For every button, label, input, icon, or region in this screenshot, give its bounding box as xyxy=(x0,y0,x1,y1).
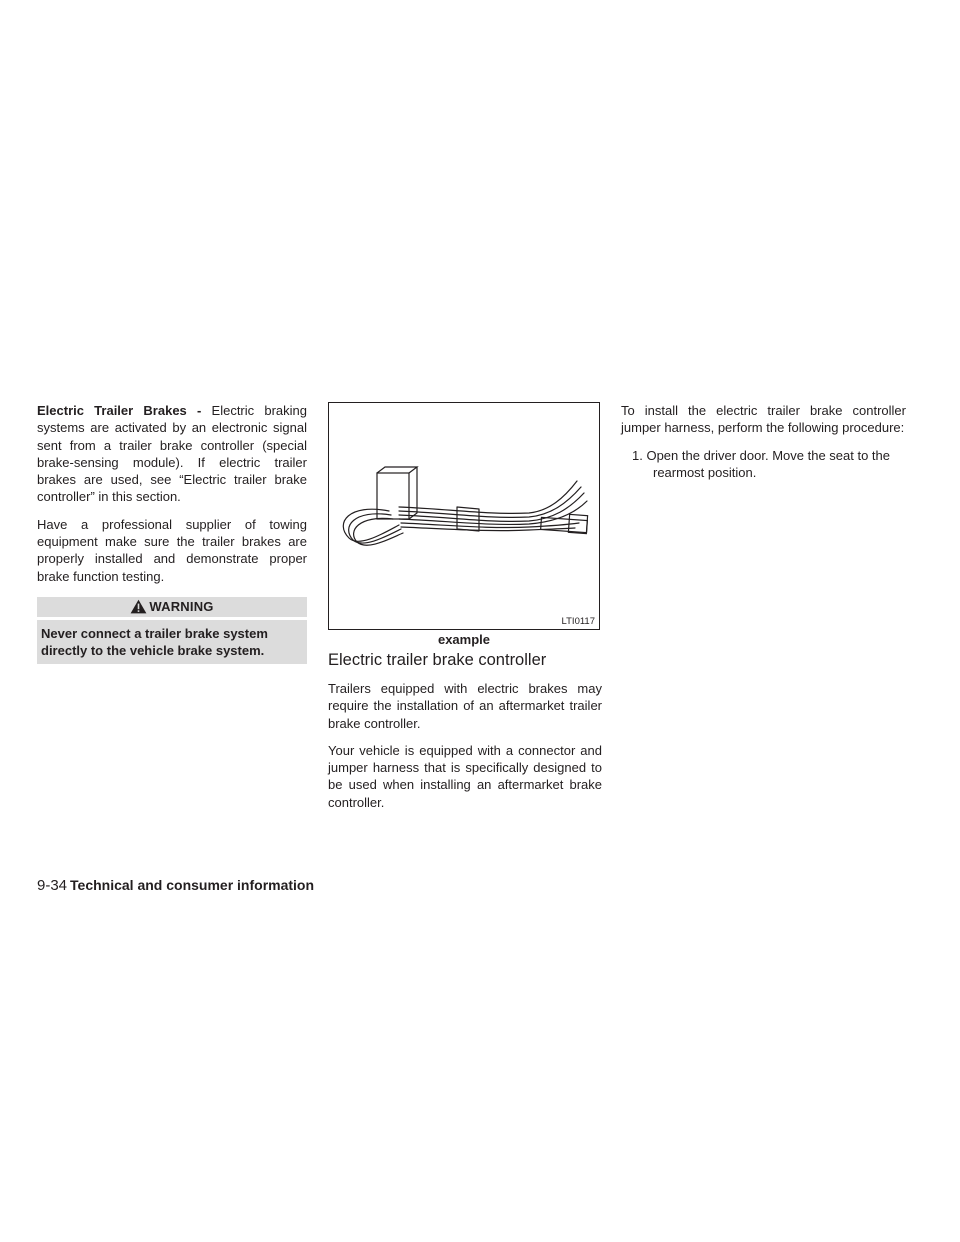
trailers-paragraph: Trailers equipped with electric brakes may require the installation of an aftermarket trailer brake controller. xyxy=(328,681,602,731)
step-number: 1. xyxy=(632,447,643,463)
warning-title: WARNING xyxy=(149,599,214,615)
list-item xyxy=(621,447,906,482)
install-intro-paragraph: To install the electric trailer brake controller jumper harness, perform the following procedure: xyxy=(621,403,906,436)
figure-code: LTI0117 xyxy=(561,616,595,627)
left-column xyxy=(37,402,307,664)
right-column xyxy=(621,402,906,491)
paragraph-lead: Electric Trailer Brakes - xyxy=(37,403,202,418)
warning-text: Never connect a trailer brake system directly to the vehicle brake system. xyxy=(37,620,307,664)
harness-illustration xyxy=(328,402,600,630)
warning-triangle-icon xyxy=(130,599,147,614)
connector-paragraph: Your vehicle is equipped with a connector and jumper harness that is specifically designed to be used when installing an aftermarket brake controller. xyxy=(328,742,602,810)
page-number: 9-34 xyxy=(37,877,68,894)
paragraph-text: Electric braking systems are activated by an electronic signal sent from a trailer brake controller (special brake-sensing module). If electric trailer brakes are used, see “Electric trailer brake controller” in this section. xyxy=(37,403,307,505)
professional-supplier-paragraph: Have a professional supplier of towing equipment make sure the trailer brakes are properly installed and demonstrate proper brake function testing. xyxy=(37,516,307,584)
page-footer xyxy=(37,877,314,894)
electric-trailer-brakes-paragraph xyxy=(37,402,307,506)
step-text: Open the driver door. Move the seat to the rearmost position. xyxy=(646,447,891,480)
section-title: Electric trailer brake controller xyxy=(328,651,547,669)
footer-section-title: Technical and consumer information xyxy=(70,877,315,893)
jumper-harness-drawing xyxy=(329,403,599,629)
middle-column xyxy=(328,650,602,821)
warning-header xyxy=(37,597,307,617)
figure-caption: example xyxy=(437,632,491,647)
